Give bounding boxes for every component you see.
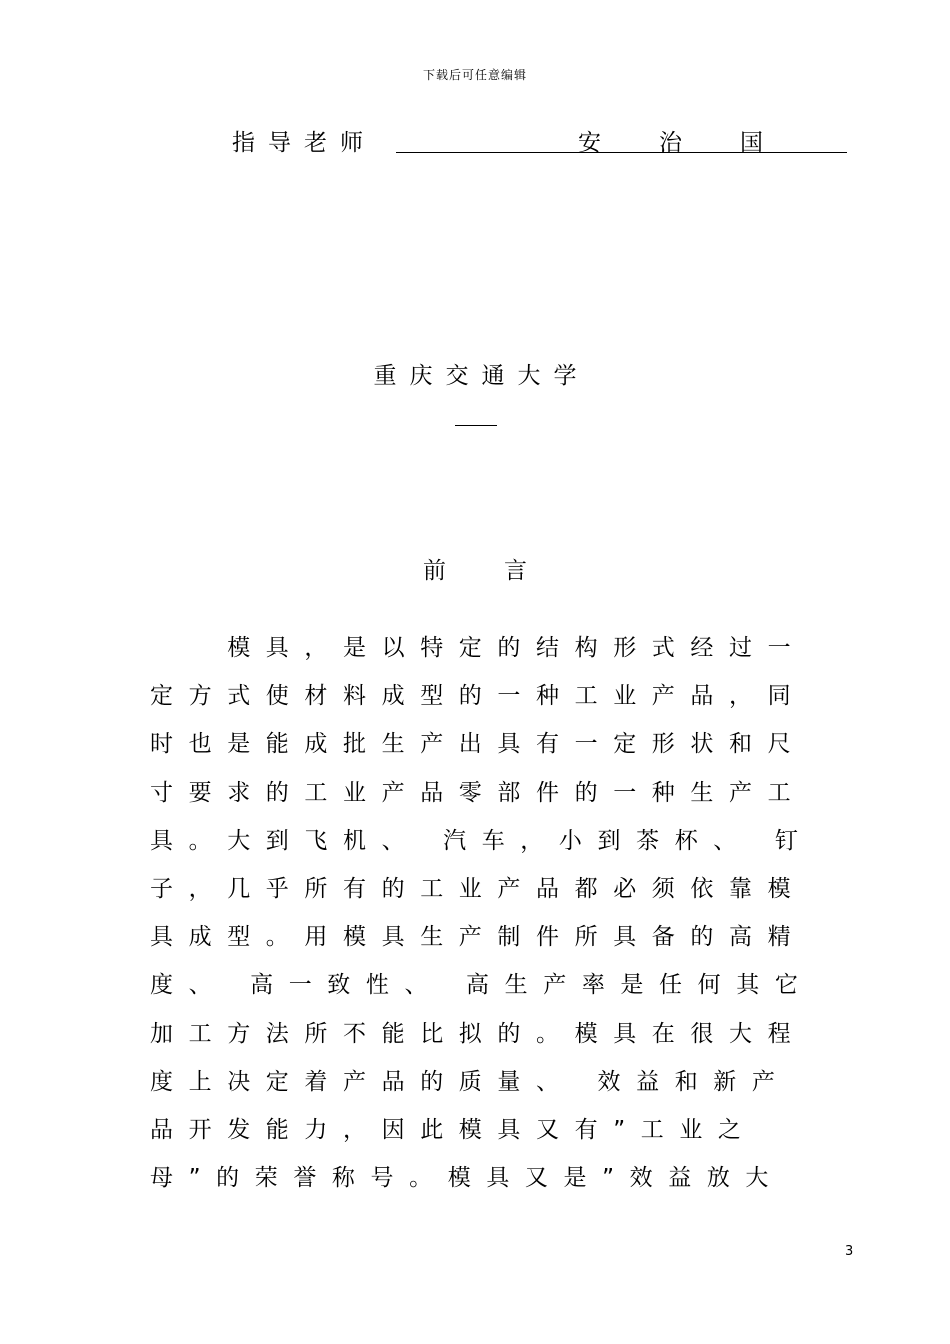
- body-line: 具。大到飞机、 汽车，小到茶杯、 钉: [150, 827, 814, 854]
- body-line: 子，几乎所有的工业产品都必须依靠模: [150, 875, 807, 902]
- body-line: 度上决定着产品的质量、 效益和新产: [150, 1068, 791, 1095]
- body-line: 加工方法所不能比拟的。模具在很大程: [150, 1020, 807, 1047]
- body-line: 时也是能成批生产出具有一定形状和尺: [150, 731, 807, 758]
- body-line: 品开发能力，因此模具又有”工业之: [150, 1116, 757, 1143]
- advisor-name: 安治国: [578, 130, 821, 156]
- page-number: 3: [845, 1244, 854, 1259]
- body-line: 度、 高一致性、 高生产率是任何其它: [150, 972, 814, 999]
- advisor-row: [232, 124, 852, 158]
- university-dash: [455, 425, 497, 426]
- advisor-label: 指导老师: [232, 130, 376, 156]
- body-line: 具成型。用模具生产制件所具备的高精: [150, 924, 807, 951]
- section-title: 前言: [423, 558, 585, 584]
- university-name: 重庆交通大学: [373, 363, 590, 389]
- header-note: 下载后可任意编辑: [422, 68, 527, 82]
- body-line: 母”的荣誉称号。模具又是”效益放大: [150, 1165, 785, 1192]
- body-line: 定方式使材料成型的一种工业产品，同: [150, 683, 807, 710]
- body-line: 寸要求的工业产品零部件的一种生产工: [150, 779, 807, 806]
- body-text: [150, 624, 840, 1202]
- body-line: 模具，是以特定的结构形式经过一: [150, 635, 807, 661]
